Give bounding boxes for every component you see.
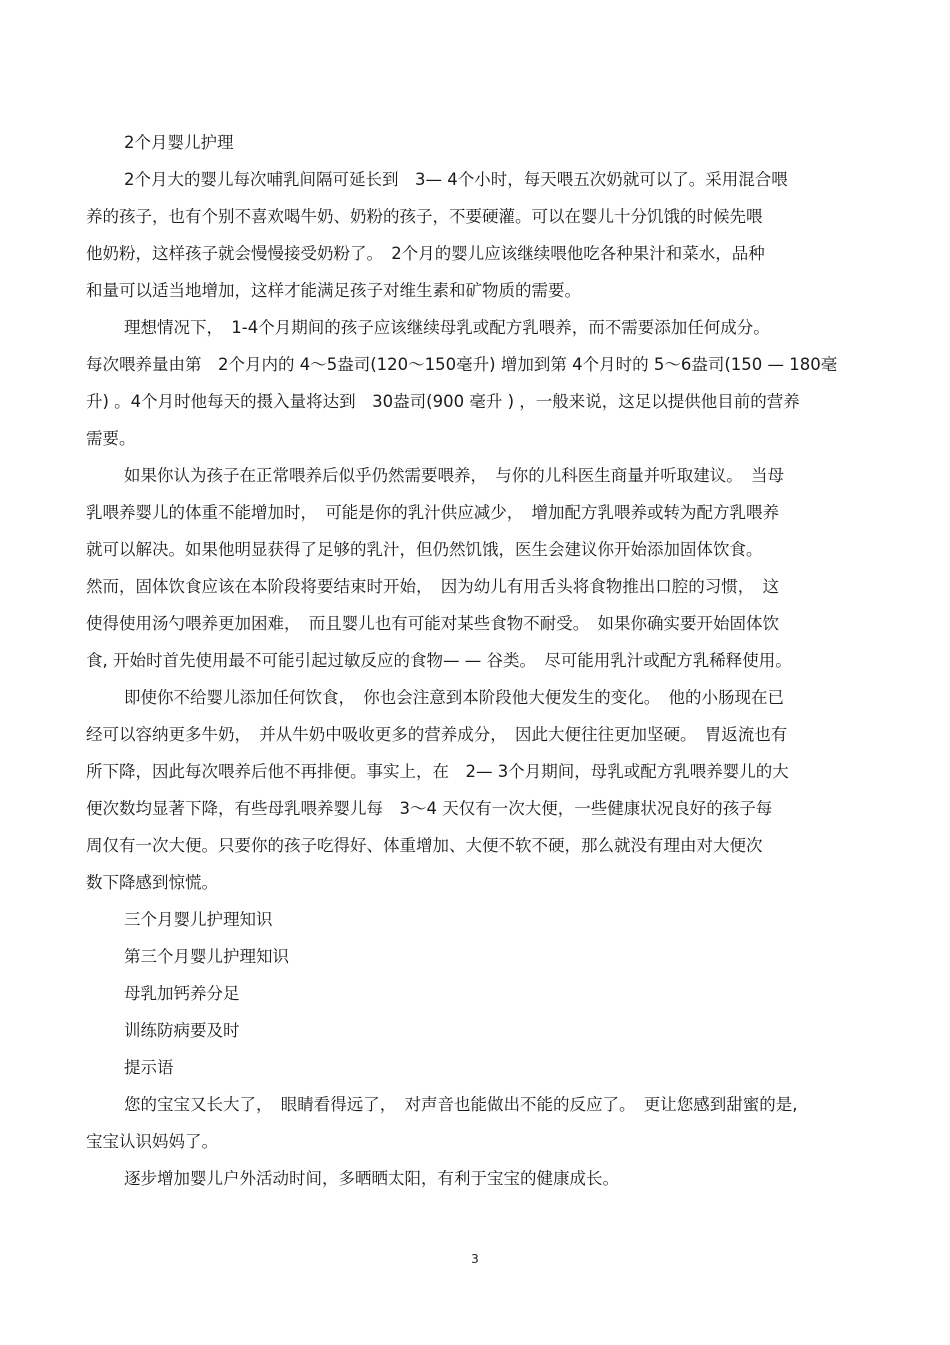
text-line: 逐步增加婴儿户外活动时间，多晒晒太阳，有利于宝宝的健康成长。 xyxy=(124,1169,619,1188)
text-line: 母乳加钙养分足 xyxy=(124,984,240,1003)
text-line: 食, 开始时首先使用最不可能引起过敏反应的食物— — 谷类。 尽可能用乳汁或配方乳稀释使用。 xyxy=(86,651,792,670)
text-line: 三个月婴儿护理知识 xyxy=(124,910,273,929)
text-line: 第三个月婴儿护理知识 xyxy=(124,947,289,966)
text-line: 使得使用汤勺喂养更加困难， 而且婴儿也有可能对某些食物不耐受。 如果你确实要开始固体饮 xyxy=(86,614,779,633)
text-line: 就可以解决。如果他明显获得了足够的乳汁，但仍然饥饿，医生会建议你开始添加固体饮食。 xyxy=(86,540,763,559)
text-line: 升) 。4个月时他每天的摄入量将达到 30盎司(900 毫升 ) ，一般来说，这足以提供他目前的营养 xyxy=(86,392,800,411)
text-line: 周仅有一次大便。只要你的孩子吃得好、体重增加、大便不软不硬，那么就没有理由对大便次 xyxy=(86,836,763,855)
text-line: 宝宝认识妈妈了。 xyxy=(86,1132,218,1151)
text-line: 然而，固体饮食应该在本阶段将要结束时开始， 因为幼儿有用舌头将食物推出口腔的习惯， 这 xyxy=(86,577,779,596)
text-line: 乳喂养婴儿的体重不能增加时， 可能是你的乳汁供应减少， 增加配方乳喂养或转为配方乳喂养 xyxy=(86,503,779,522)
text-line: 养的孩子，也有个别不喜欢喝牛奶、奶粉的孩子，不要硬灌。可以在婴儿十分饥饿的时候先喂 xyxy=(86,207,763,226)
text-line: 2个月婴儿护理 xyxy=(124,133,234,152)
text-line: 提示语 xyxy=(124,1058,174,1077)
text-line: 便次数均显著下降，有些母乳喂养婴儿每 3～4 天仅有一次大便，一些健康状况良好的孩子每 xyxy=(86,799,773,818)
text-line: 和量可以适当地增加，这样才能满足孩子对维生素和矿物质的需要。 xyxy=(86,281,581,300)
text-line: 如果你认为孩子在正常喂养后似乎仍然需要喂养， 与你的儿科医生商量并听取建议。 当母 xyxy=(124,466,784,485)
document-body xyxy=(86,124,876,1197)
text-line: 理想情况下， 1-4个月期间的孩子应该继续母乳或配方乳喂养，而不需要添加任何成分。 xyxy=(124,318,770,337)
text-line: 需要。 xyxy=(86,429,136,448)
text-line: 2个月大的婴儿每次哺乳间隔可延长到 3— 4个小时，每天喂五次奶就可以了。采用混合喂 xyxy=(124,170,788,189)
text-line: 经可以容纳更多牛奶， 并从牛奶中吸收更多的营养成分， 因此大便往往更加坚硬。 胃返流也有 xyxy=(86,725,788,744)
page-number: 3 xyxy=(471,1252,479,1266)
text-line: 每次喂养量由第 2个月内的 4～5盎司(120～150毫升) 增加到第 4个月时的 5～6盎司(150 — 180毫 xyxy=(86,355,838,374)
text-line: 训练防病要及时 xyxy=(124,1021,240,1040)
text-line: 数下降感到惊慌。 xyxy=(86,873,218,892)
text-line: 您的宝宝又长大了， 眼睛看得远了， 对声音也能做出不能的反应了。 更让您感到甜蜜的是, xyxy=(124,1095,798,1114)
text-line: 即使你不给婴儿添加任何饮食， 你也会注意到本阶段他大便发生的变化。 他的小肠现在已 xyxy=(124,688,784,707)
text-line: 他奶粉，这样孩子就会慢慢接受奶粉了。 2个月的婴儿应该继续喂他吃各种果汁和菜水，品种 xyxy=(86,244,765,263)
text-line: 所下降，因此每次喂养后他不再排便。事实上，在 2— 3个月期间，母乳或配方乳喂养婴儿的大 xyxy=(86,762,789,781)
